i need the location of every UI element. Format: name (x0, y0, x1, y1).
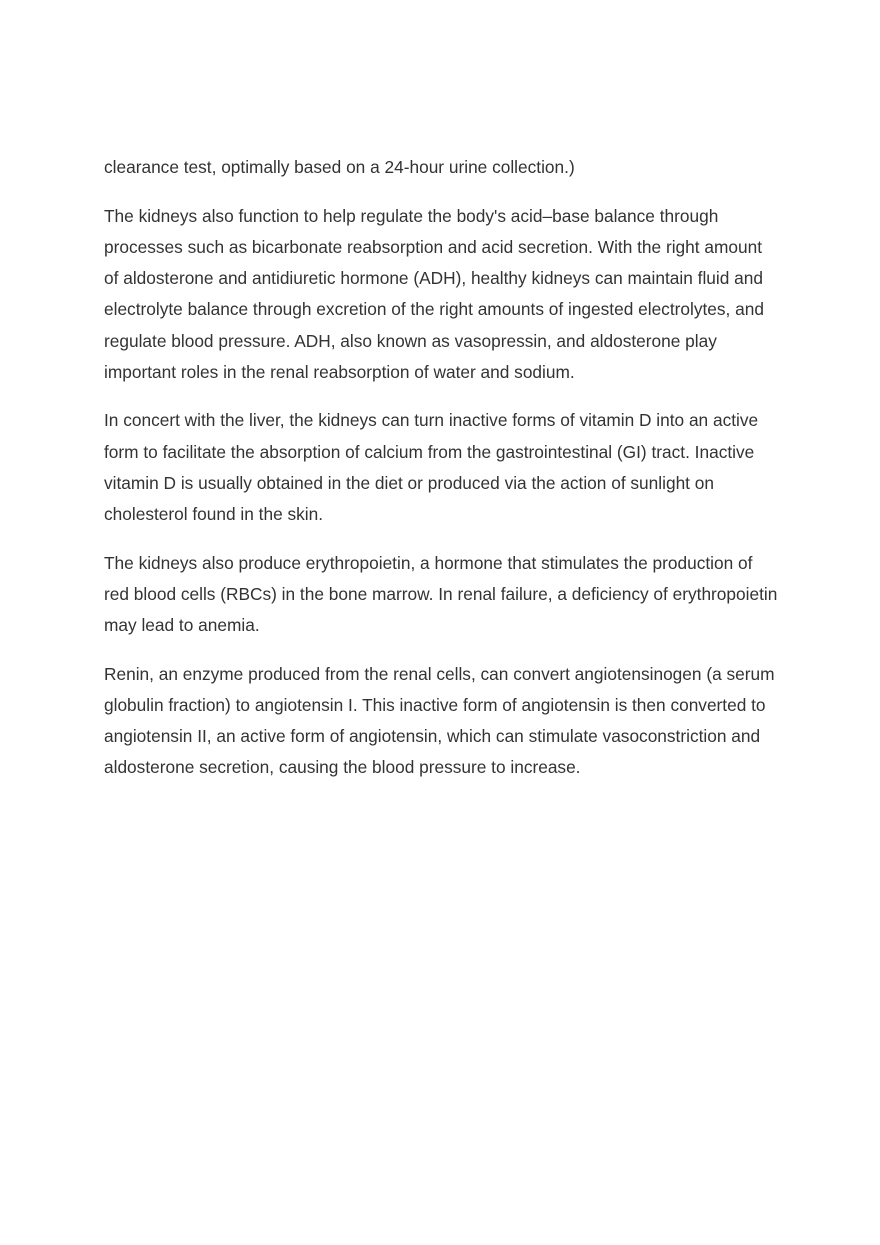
text-line: may lead to anemia. (104, 615, 260, 636)
text-line: form to facilitate the absorption of calcium from the gastrointestinal (GI) tract. Inactive (104, 441, 755, 462)
text-line: In concert with the liver, the kidneys can turn inactive forms of vitamin D into an active (104, 410, 759, 431)
text-line: The kidneys also function to help regulate the body's acid–base balance through (104, 205, 719, 226)
text-line: vitamin D is usually obtained in the diet or produced via the action of sunlight on (104, 472, 715, 493)
text-line: processes such as bicarbonate reabsorption and acid secretion. With the right amount (104, 236, 763, 257)
text-line: aldosterone secretion, causing the blood pressure to increase. (104, 757, 581, 778)
text-line: of aldosterone and antidiuretic hormone (ADH), healthy kidneys can maintain fluid and (104, 268, 763, 289)
text-line: important roles in the renal reabsorption of water and sodium. (104, 361, 575, 382)
text-line: globulin fraction) to angiotensin I. This inactive form of angiotensin is then converted to (104, 695, 766, 716)
paragraph-vitamin-d (104, 405, 784, 530)
document-body (104, 152, 784, 801)
paragraph-erythropoietin (104, 548, 784, 642)
text-line: red blood cells (RBCs) in the bone marrow. In renal failure, a deficiency of erythropoietin (104, 583, 778, 604)
paragraph-acid-base-balance (104, 201, 784, 388)
text-line: regulate blood pressure. ADH, also known as vasopressin, and aldosterone play (104, 330, 717, 351)
paragraph-renin-angiotensin (104, 659, 784, 784)
text-line: clearance test, optimally based on a 24-hour urine collection.) (104, 157, 575, 177)
paragraph-clearance-test-continuation (104, 152, 784, 183)
text-line: angiotensin II, an active form of angiotensin, which can stimulate vasoconstriction and (104, 726, 761, 747)
text-line: electrolyte balance through excretion of the right amounts of ingested electrolytes, and (104, 299, 764, 320)
text-line: The kidneys also produce erythropoietin, a hormone that stimulates the production of (104, 552, 753, 573)
text-line: Renin, an enzyme produced from the renal cells, can convert angiotensinogen (a serum (104, 663, 775, 684)
text-line: cholesterol found in the skin. (104, 504, 324, 525)
